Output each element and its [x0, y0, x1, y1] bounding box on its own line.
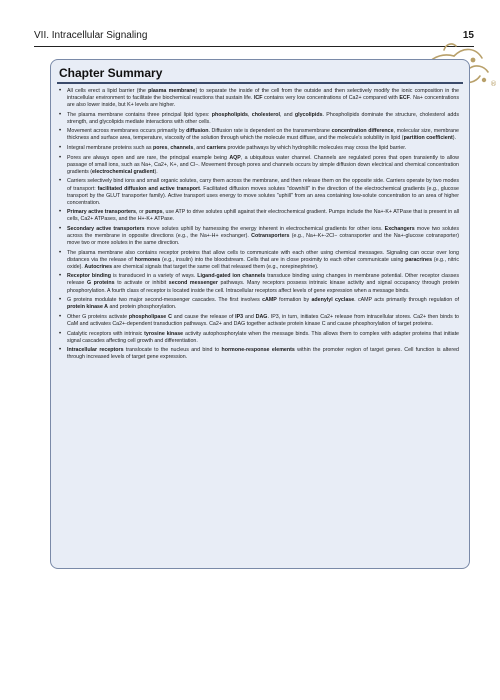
summary-text: and protein phosphorylation.	[108, 304, 177, 311]
summary-list	[51, 88, 469, 361]
summary-text: formation by	[276, 297, 312, 304]
bold-term: diffusion	[186, 128, 209, 135]
summary-text: contains very low concentrations of Ca2+ compared with	[262, 95, 400, 102]
summary-text: to activate or inhibit	[114, 280, 169, 287]
summary-item	[59, 209, 459, 223]
bold-term: IP3	[235, 313, 244, 320]
summary-text: and cause the release of	[171, 313, 236, 320]
bullet-icon: •	[59, 297, 62, 304]
summary-text: ,	[167, 145, 171, 152]
summary-text: are chemical signals that target the same cell that released them (e.g., norepinephrine).	[112, 263, 319, 270]
bold-term: AQP	[229, 154, 241, 161]
summary-text: . Na+ concentrations are also lower inside, but K+ levels are higher.	[67, 95, 460, 109]
bullet-icon: •	[59, 154, 62, 161]
svg-text:®: ®	[490, 80, 497, 88]
bold-term: cAMP	[262, 297, 277, 304]
summary-text: , use ATP to drive solutes uphill against their electrochemical gradient. Pumps include the Na+-K+ ATPase that is present in all cells, Ca2+ ATPases, and the H+-K+ ATPase.	[67, 209, 460, 223]
summary-text: (e.g., insulin) into the bloodstream. Cells that are in close proximity to each other communicate using	[160, 256, 406, 263]
section-title: VII. Intracellular Signaling	[34, 30, 148, 41]
bold-term: pores	[152, 145, 168, 152]
bold-term: adenylyl cyclase	[311, 297, 355, 304]
bold-term: plasma membrane	[148, 88, 196, 94]
chapter-summary-panel	[50, 59, 470, 569]
summary-item	[59, 250, 459, 271]
bullet-icon: •	[59, 111, 62, 118]
summary-item	[59, 331, 459, 345]
summary-text: provide pathways by which hydrophilic molecules may cross the lipid barrier.	[226, 145, 407, 152]
summary-text: Pores are always open and are rare, the principal example being	[67, 154, 230, 161]
summary-text: . IP3, in turn, initiates Ca2+ release from intracellular stores. Ca2+ then binds to CaM and activates Ca2+-dependent transduction pathways. Ca2+ and DAG together activate protein kinase C and cause phosphorylation of target proteins.	[67, 313, 459, 327]
bold-term: Intracellular receptors	[67, 347, 124, 354]
bold-term: paracrines	[405, 256, 433, 263]
summary-text: Integral membrane proteins such as	[67, 145, 153, 152]
bold-term: electrochemical gradient	[92, 168, 155, 175]
bullet-icon: •	[59, 249, 62, 256]
summary-text: Carriers selectively bind ions and small organic solutes, carry them across the membrane, and then release them on the opposite side. Carriers operate by two modes of transport:	[67, 178, 459, 192]
bold-term: Ligand-gated ion channels	[197, 273, 266, 280]
summary-item	[59, 226, 459, 247]
summary-item	[59, 155, 459, 176]
summary-text: within the promoter region of target genes. Cell function is altered through increased levels of target gene expression.	[67, 347, 460, 361]
summary-text: move solutes uphill by harnessing the energy inherent in electrochemical gradients for other ions.	[144, 225, 385, 232]
summary-text: , or	[135, 209, 146, 216]
summary-text: . Diffusion rate is dependent on the transmembrane	[208, 128, 332, 135]
summary-text: ).	[154, 168, 158, 175]
summary-item	[59, 128, 459, 142]
bullet-icon: •	[59, 209, 62, 216]
summary-item	[59, 145, 459, 152]
summary-text: The plasma membrane contains three principal lipid types:	[67, 111, 212, 118]
running-header	[34, 30, 474, 46]
bold-term: hormone-response elements	[221, 347, 295, 354]
bold-term: second messenger	[168, 280, 218, 287]
bullet-icon: •	[59, 88, 62, 94]
bold-term: concentration difference	[331, 128, 394, 135]
bold-term: ICF	[253, 95, 263, 102]
summary-item	[59, 178, 459, 206]
summary-text: and	[243, 313, 256, 320]
summary-text: ).	[452, 135, 456, 142]
bullet-icon: •	[59, 273, 62, 280]
bold-term: Cotransporters	[251, 233, 290, 239]
summary-text: (e.g., nitric oxide).	[67, 256, 459, 270]
bullet-icon: •	[59, 225, 62, 232]
bold-term: tyrosine kinase	[144, 330, 184, 337]
summary-text: Movement across membranes occurs primarily by	[67, 128, 187, 135]
summary-text: translocate to the nucleus and bind to	[123, 347, 222, 354]
bold-term: carriers	[206, 145, 227, 152]
bullet-icon: •	[59, 330, 62, 337]
bold-term: protein kinase A	[67, 304, 109, 311]
bold-term: cholesterol	[251, 111, 281, 118]
summary-text: . cAMP acts primarily through regulation of	[354, 297, 459, 304]
summary-text: activity autophosphorylate when the message binds. This allows them to complex with adapter proteins that initiate signal cascades affecting cell growth and differentiation.	[67, 330, 459, 344]
bold-term: glycolipids	[294, 111, 323, 118]
summary-text: transduce binding using changes in membrane potential. Other receptor classes release	[67, 273, 460, 287]
bold-term: G proteins	[86, 280, 115, 287]
bold-term: phospholipase C	[128, 313, 172, 320]
summary-title: Chapter Summary	[59, 66, 163, 80]
summary-text: is transduced in a variety of ways.	[111, 273, 198, 280]
summary-title-underline	[57, 82, 463, 84]
summary-text: ) to separate the inside of the cell from the outside and then selectively modify the ionic composition in the intracellular environment to facilitate the biochemical reactions that sustain life.	[67, 88, 459, 102]
summary-text: , and	[193, 145, 207, 152]
summary-text: . Facilitated diffusion moves solutes "downhill" in the direction of the electrochemical gradients (e.g., glucose transport by the GLUT transporter family). Active transport uses energy to move solutes "uphill" from an area containing low-solute concentration to an area of higher concentration.	[67, 185, 459, 206]
bold-term: hormones	[134, 256, 161, 263]
bold-term: phospholipids	[211, 111, 248, 118]
summary-text: Other G proteins activate	[67, 313, 129, 320]
summary-text: , a ubiquitous water channel. Channels are regulated pores that open transiently to allow passage of small ions, such as Na+, Ca2+, K+, and Cl−. Movement through pores and channels occurs by simple diffusion down electrical and chemical concentration gradients (	[67, 154, 459, 175]
bullet-icon: •	[59, 145, 62, 152]
bullet-icon: •	[59, 178, 62, 185]
summary-text: G proteins modulate two major second-messenger cascades. The first involves	[67, 297, 263, 304]
summary-item	[59, 273, 459, 294]
summary-text: Catalytic receptors with intrinsic	[67, 330, 145, 337]
bullet-icon: •	[59, 128, 62, 135]
summary-text: move two solutes across the membrane in opposite directions (e.g., the Na+-H+ exchanger).	[67, 225, 459, 239]
summary-item	[59, 88, 459, 109]
summary-text: . Phospholipids dominate the structure, cholesterol adds strength, and glycolipids mediate interactions with other cells.	[67, 111, 459, 125]
bold-term: partition coefficient	[403, 135, 453, 142]
bold-term: DAG	[255, 313, 268, 320]
summary-item	[59, 112, 459, 126]
bullet-icon: •	[59, 347, 62, 354]
summary-text: ,	[248, 111, 252, 118]
summary-text: All cells erect a lipid barrier (the	[67, 88, 149, 94]
bold-term: ECF	[399, 95, 410, 102]
summary-item	[59, 314, 459, 328]
bullet-icon: •	[59, 313, 62, 320]
bold-term: Exchangers	[384, 225, 415, 232]
summary-item	[59, 347, 459, 361]
header-rule	[34, 46, 474, 47]
bold-term: Autocrines	[84, 263, 113, 270]
bold-term: Primary active transporters	[67, 209, 136, 216]
summary-text: pathways. Many receptors possess intrinsic kinase activity and signal occupancy through protein phosphorylation. A fourth class of receptor is located inside the cell. Intracellular receptors affect levels of gene expression when a message binds.	[67, 280, 459, 294]
summary-text: The plasma membrane also contains receptor proteins that allow cells to communicate with each other using chemical messages. Signaling can occur over long distances via the release of	[67, 249, 459, 263]
bold-term: Secondary active transporters	[67, 225, 145, 232]
bold-term: pumps	[145, 209, 163, 216]
summary-text: , molecular size, membrane thickness and surface area, temperature, viscosity of the solution through which the molecule must diffuse, and the molecule's solubility in lipid (	[67, 128, 460, 142]
bold-term: channels	[170, 145, 194, 152]
page-number: 15	[462, 30, 474, 41]
summary-text: (e.g., Na+-K+-2Cl− cotransporter and the Na+-glucose cotransporter) move two or more solutes in the same direction.	[67, 233, 459, 247]
summary-item	[59, 297, 459, 311]
bold-term: Receptor binding	[67, 273, 112, 280]
summary-text: , and	[280, 111, 295, 118]
bold-term: facilitated diffusion and active transport	[97, 185, 200, 192]
